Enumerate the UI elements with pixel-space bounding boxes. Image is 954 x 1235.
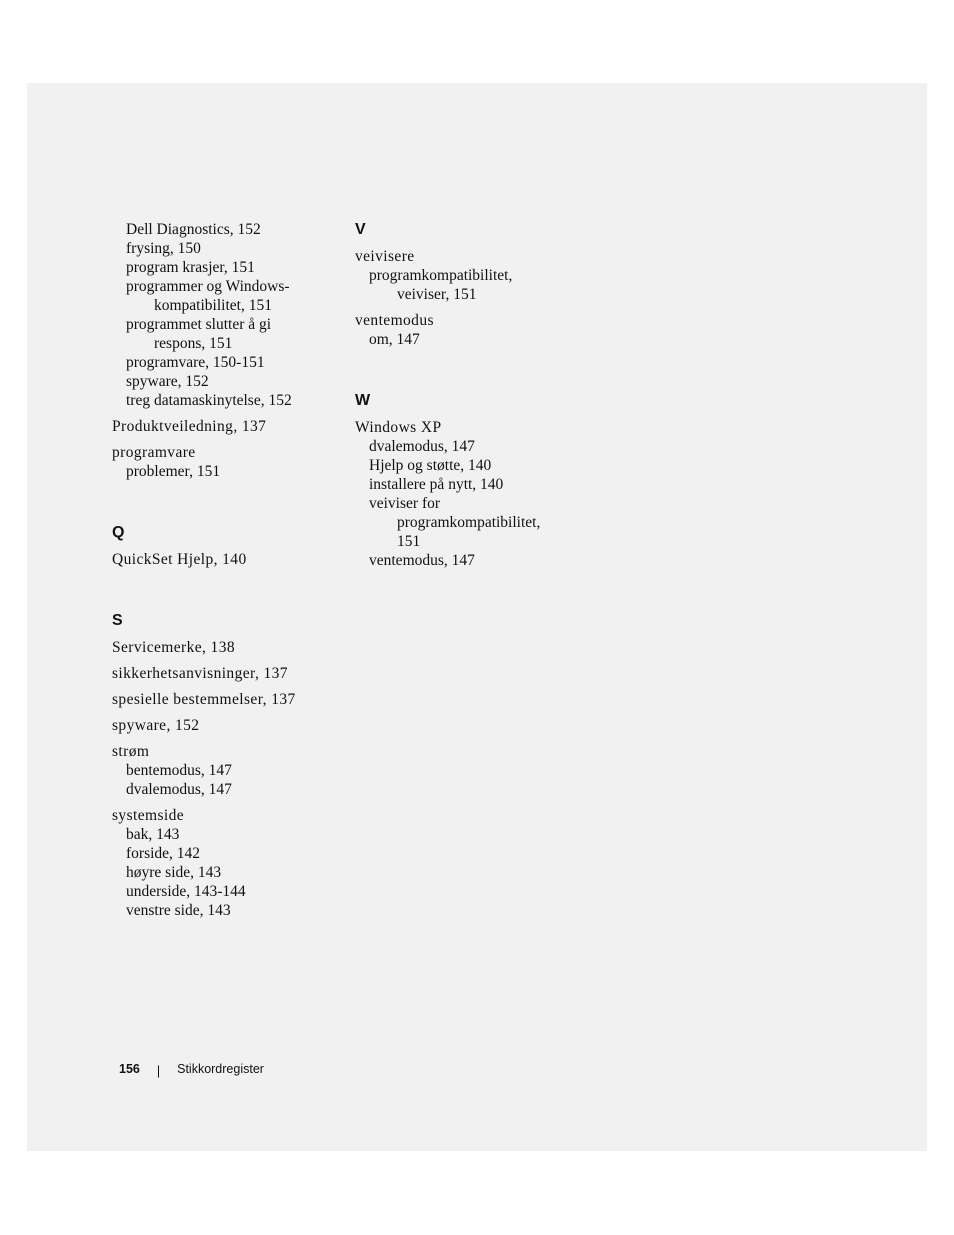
index-subentry-continuation: programkompatibilitet, (397, 514, 541, 531)
index-letter-heading: Q (112, 524, 125, 541)
index-subentry: veiviser for (369, 495, 441, 512)
index-letter-heading: S (112, 612, 123, 629)
index-subentry: Hjelp og støtte, 140 (369, 457, 492, 474)
index-subentry: programmet slutter å gi (126, 316, 272, 333)
index-subentry: programkompatibilitet, (369, 267, 513, 284)
index-subentry: program krasjer, 151 (126, 259, 255, 276)
index-subentry: programvare, 150-151 (126, 354, 265, 371)
index-entry: Produktveiledning, 137 (112, 418, 267, 435)
index-subentry: bak, 143 (126, 826, 180, 843)
index-column-left (112, 220, 342, 920)
page-sheet (27, 83, 927, 1151)
index-subentry: forside, 142 (126, 845, 201, 862)
index-subentry: dvalemodus, 147 (369, 438, 475, 455)
index-subentry: problemer, 151 (126, 463, 221, 480)
index-letter-heading: W (355, 392, 371, 409)
index-entry: Windows XP (355, 419, 442, 436)
page-number: 156 (119, 1062, 140, 1076)
index-subentry: ventemodus, 147 (369, 552, 475, 569)
index-entry: sikkerhetsanvisninger, 137 (112, 665, 288, 682)
index-entry: spesielle bestemmelser, 137 (112, 691, 296, 708)
index-entry: programvare (112, 444, 196, 461)
index-subentry: treg datamaskinytelse, 152 (126, 392, 292, 409)
index-subentry: høyre side, 143 (126, 864, 222, 881)
index-entry: strøm (112, 743, 150, 760)
index-entry: QuickSet Hjelp, 140 (112, 551, 247, 568)
index-entry: veivisere (355, 248, 415, 265)
index-entry: spyware, 152 (112, 717, 200, 734)
index-entry: systemside (112, 807, 185, 824)
index-subentry: om, 147 (369, 331, 420, 348)
index-subentry-continuation: kompatibilitet, 151 (154, 297, 272, 314)
index-column-right (355, 220, 585, 570)
index-subentry: installere på nytt, 140 (369, 476, 504, 493)
page-footer (119, 1061, 264, 1077)
index-entry: Servicemerke, 138 (112, 639, 236, 656)
index-subentry: bentemodus, 147 (126, 762, 232, 779)
section-title: Stikkordregister (177, 1062, 264, 1076)
index-subentry: spyware, 152 (126, 373, 209, 390)
index-subentry-continuation: veiviser, 151 (397, 286, 477, 303)
index-subentry: Dell Diagnostics, 152 (126, 221, 261, 238)
index-subentry: frysing, 150 (126, 240, 201, 257)
index-subentry-continuation: respons, 151 (154, 335, 233, 352)
index-subentry: underside, 143-144 (126, 883, 246, 900)
index-subentry: programmer og Windows- (126, 278, 290, 295)
index-subentry: dvalemodus, 147 (126, 781, 232, 798)
index-letter-heading: V (355, 221, 366, 238)
index-subentry-continuation: 151 (397, 533, 421, 550)
index-subentry: venstre side, 143 (126, 902, 231, 919)
footer-separator: | (156, 1064, 161, 1078)
index-entry: ventemodus (355, 312, 434, 329)
